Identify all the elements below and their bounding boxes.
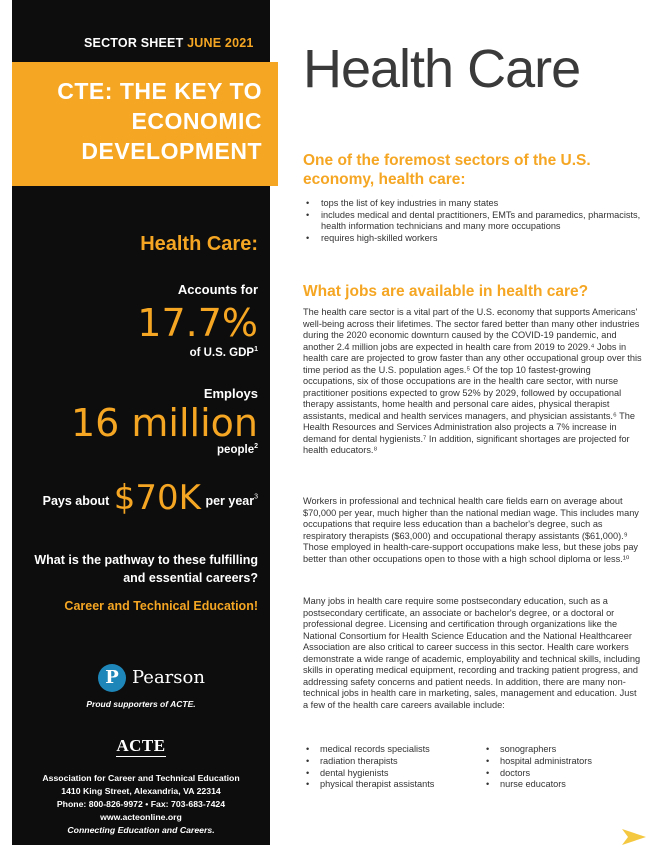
intro-list <box>303 198 643 244</box>
list-item: • sonographers <box>483 744 592 756</box>
org-website-link[interactable]: www.acteonline.org <box>100 812 182 822</box>
sidebar-panel <box>12 0 270 845</box>
pathway-question: What is the pathway to these fulfilling and essential careers? <box>34 553 258 585</box>
jobs-paragraph-2: Workers in professional and technical health care fields earn on average about $70,000 per year, much higher than the national median wage. This includes many occupations that require less education than a bachelor's degree, such as respiratory therapists ($63,000) and occupational therapy assistants ($61,000).⁹ Those employed in health-care-support occupations make less, but these jobs pay better than other occupations open to those with a high school diploma or less.¹⁰ <box>303 496 639 564</box>
list-item: • hospital administrators <box>483 756 592 768</box>
page-title: Health Care <box>303 39 581 99</box>
list-item: • requires high-skilled workers <box>303 233 643 245</box>
list-item: • medical records specialists <box>303 744 434 756</box>
pathway-answer: Career and Technical Education! <box>64 599 258 613</box>
jobs-paragraph-3: Many jobs in health care require some postsecondary education, such as a postsecondary certificate, an associate or bachelor's degree, or a doctoral or professional degree. Licensing and certification through organizations like the National Consortium for Health Science Education and the National Healthcareer Association are also critical to career success in this sector. Health care workers demonstrate a wide range of academic, employability and technical skills, including skills in operating medical equipment, recording and tracking patient progress, and addressing safety concerns and patient needs. In addition, there are many non-technical jobs in health care in marketing, sales, management and education. Just a few of the health care careers available include: <box>303 596 641 710</box>
sector-label: SECTOR SHEET <box>84 36 184 50</box>
intro-heading: One of the foremost sectors of the U.S. economy, health care: <box>303 152 591 188</box>
stat-employ-suffix-text: people <box>217 443 255 456</box>
stat-gdp-label: Accounts for <box>177 282 258 297</box>
arrow-right-icon[interactable] <box>622 829 646 845</box>
list-item: • radiation therapists <box>303 756 434 768</box>
sector-sheet-label <box>84 36 254 50</box>
stat-employ-label: Employs <box>203 386 258 401</box>
list-item: • nurse educators <box>483 779 592 791</box>
footnote-ref: 1 <box>254 346 258 353</box>
org-contact <box>12 772 270 837</box>
stat-gdp-suffix-text: of U.S. GDP <box>189 346 255 359</box>
sidebar-heading: Health Care: <box>140 233 258 255</box>
sponsor-logo[interactable] <box>98 664 248 696</box>
stat-gdp-value: 17.7% <box>137 301 258 345</box>
stat-pay-prefix: Pays about <box>42 494 110 508</box>
list-item: • dental hygienists <box>303 768 434 780</box>
stat-employ-value: 16 million <box>70 401 258 445</box>
list-item: • tops the list of key industries in many states <box>303 198 643 210</box>
footnote-ref: 3 <box>254 493 258 501</box>
org-slogan: Connecting Education and Careers. <box>67 825 215 835</box>
acte-logo <box>12 736 270 756</box>
pearson-logo-icon: P <box>98 664 126 692</box>
careers-column-2 <box>483 744 592 791</box>
jobs-heading: What jobs are available in health care? <box>303 283 589 300</box>
sponsor-tagline: Proud supporters of ACTE. <box>86 699 196 709</box>
stat-pay-value: $70K <box>113 478 201 518</box>
jobs-paragraph-1: The health care sector is a vital part of the U.S. economy that supports Americans' well-being across their lifetimes. The sector fared better than many other industries during the 2020 economic downturn caused by the COVID-19 pandemic, and another 2.4 million jobs are expected in health care from 2019 to 2029.⁴ Jobs in health care are projected to grow faster than any other occupational group over this time period as the U.S. population ages.⁵ Of the top 10 fastest-growing occupations, six of those occupations are in the health care sector, with nurse practitioner positions expected to grow 52% by 2029, followed by occupational therapy assistants, home health and personal care aides, physical therapist assistants, medical and health services managers, and physician assistants.⁶ The Health Resources and Services Administration also projects a 7% increase in demand for dental hygienists.⁷ In addition, significant shortages are projected for health educators.⁸ <box>303 307 642 455</box>
stat-pay-suffix: per year <box>205 494 255 508</box>
list-item: • physical therapist assistants <box>303 779 434 791</box>
stat-employ-suffix <box>217 443 258 456</box>
org-address: 1410 King Street, Alexandria, VA 22314 <box>61 786 221 796</box>
list-item: • includes medical and dental practitioners, EMTs and paramedics, pharmacists, health information technicians and many more occupations <box>303 210 643 233</box>
stat-gdp-suffix <box>190 346 258 359</box>
list-item: • doctors <box>483 768 592 780</box>
sponsor-name: Pearson <box>132 667 205 688</box>
acte-logo-text: ACTE <box>116 736 166 755</box>
cte-banner <box>12 62 278 186</box>
stat-pay <box>43 478 258 518</box>
banner-heading: CTE: THE KEY TO ECONOMIC DEVELOPMENT <box>57 78 262 164</box>
date-label: JUNE 2021 <box>187 36 254 50</box>
org-phone: Phone: 800-826-9972 • Fax: 703-683-7424 <box>56 799 226 809</box>
careers-column-1 <box>303 744 434 791</box>
org-name: Association for Career and Technical Education <box>42 773 240 783</box>
footnote-ref: 2 <box>254 443 258 450</box>
